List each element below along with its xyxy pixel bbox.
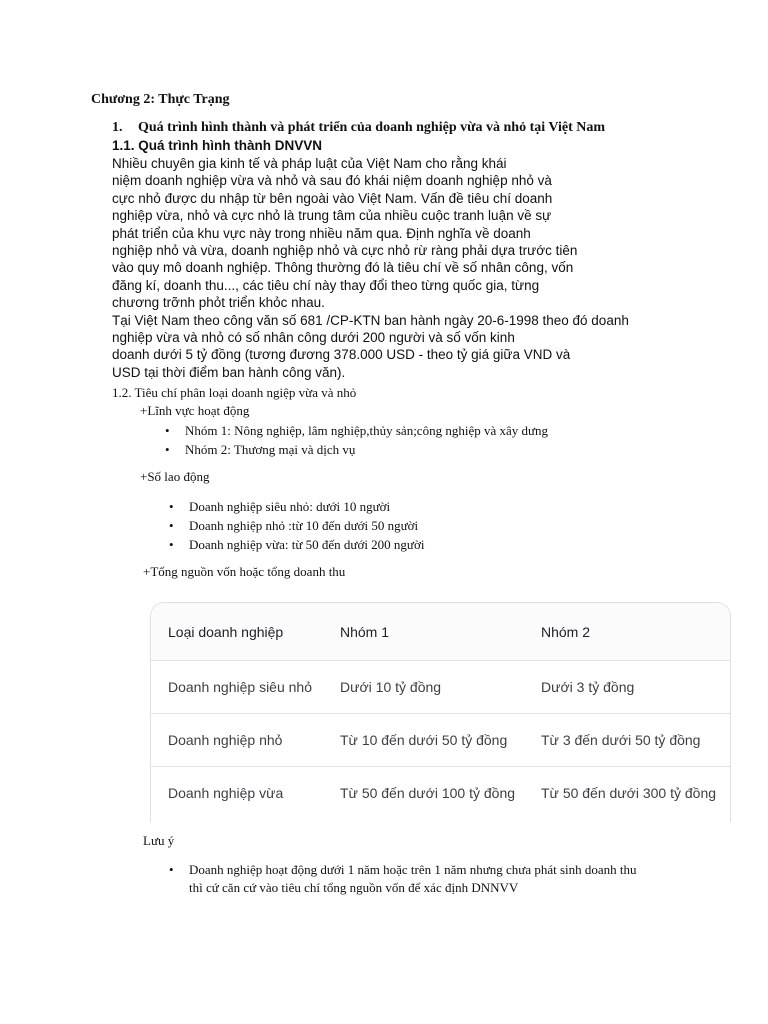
list-item: • Doanh nghiệp siêu nhỏ: dưới 10 người xyxy=(163,497,424,516)
table-cell: Từ 50 đến dưới 100 tỷ đồng xyxy=(340,785,516,801)
paragraph-line: đăng kí, doanh thu..., các tiêu chí này thay đổi theo từng quốc gia, từng xyxy=(112,277,540,293)
table-row xyxy=(151,713,730,766)
section-1-2-heading: 1.2. Tiêu chí phân loại doanh ngiệp vừa và nhỏ xyxy=(112,385,357,400)
paragraph-line: nghiệp vừa, nhỏ và cực nhỏ là trung tâm của nhiều cuộc tranh luận về sự xyxy=(112,208,552,224)
note-list xyxy=(163,861,637,897)
table-cell: Dưới 10 tỷ đồng xyxy=(340,679,442,695)
list-item: • Nhóm 2: Thương mại và dịch vụ xyxy=(159,440,548,459)
paragraph-line: nghiệp nhỏ và vừa, doanh nghiệp nhỏ và cực nhỏ rừ ràng phải dựa trước tiên xyxy=(112,243,578,259)
table-cell: Từ 10 đến dưới 50 tỷ đồng xyxy=(340,732,508,748)
table-cell: Doanh nghiệp vừa xyxy=(168,785,284,801)
list-item: • Doanh nghiệp vừa: từ 50 đến dưới 200 người xyxy=(163,535,424,554)
field-criteria-label: +Lĩnh vực hoạt động xyxy=(140,403,250,418)
table-header-row xyxy=(151,603,730,660)
paragraph-line: niệm doanh nghiệp vừa và nhỏ và sau đó khái niệm doanh nghiệp nhỏ và xyxy=(112,173,552,189)
paragraph-line: nghiệp vừa và nhỏ có số nhân công dưới 200 người và số vốn kinh xyxy=(112,330,515,346)
table-cell: Doanh nghiệp siêu nhỏ xyxy=(168,679,313,695)
table-header-cell: Loại doanh nghiệp xyxy=(168,623,284,640)
table-cell: Dưới 3 tỷ đồng xyxy=(541,679,635,695)
paragraph-line: doanh dưới 5 tỷ đồng (tương đương 378.000 USD - theo tỷ giá giữa VND và xyxy=(112,347,571,363)
paragraph-line: cực nhỏ được du nhập từ bên ngoài vào Việt Nam. Vấn đề tiêu chí doanh xyxy=(112,190,553,206)
note-line: thì cứ căn cứ vào tiêu chí tổng nguồn vốn để xác định DNNVV xyxy=(189,880,519,895)
paragraph-line: vào quy mô doanh nghiệp. Thông thường đó là tiêu chí về số nhân công, vốn xyxy=(112,260,574,276)
chapter-title: Chương 2: Thực Trạng xyxy=(91,92,230,107)
note-line: • Doanh nghiệp hoạt động dưới 1 năm hoặc trên 1 năm nhưng chưa phát sinh doanh thu xyxy=(189,862,637,877)
table-cell: Doanh nghiệp nhỏ xyxy=(168,732,283,748)
paragraph-line: Nhiều chuyên gia kinh tế và pháp luật của Việt Nam cho rằng khái xyxy=(112,156,507,171)
paragraph-line: phát triển của khu vực này trong nhiều năm qua. Định nghĩa về doanh xyxy=(112,225,531,241)
labor-criteria-label: +Số lao động xyxy=(140,469,210,484)
section-1-title: Quá trình hình thành và phát triển của doanh nghiệp vừa và nhỏ tại Việt Nam xyxy=(138,120,606,135)
list-item: • Nhóm 1: Nông nghiệp, lâm nghiệp,thủy sản;công nghiệp và xây dưng xyxy=(159,421,548,440)
paragraph-line: Tại Việt Nam theo công văn số 681 /CP-KTN ban hành ngày 20-6-1998 theo đó doanh xyxy=(112,312,629,328)
list-item: • Doanh nghiệp nhỏ :từ 10 đến dưới 50 người xyxy=(163,516,424,535)
table-row xyxy=(151,660,730,713)
table-header-cell: Nhóm 2 xyxy=(541,623,591,640)
note-label: Lưu ý xyxy=(143,833,175,848)
classification-table xyxy=(150,602,731,822)
section-1-number: 1. xyxy=(112,120,123,135)
section-1-1-heading: 1.1. Quá trình hình thành DNVVN xyxy=(112,138,323,153)
paragraph-line: USD tại thời điểm ban hành công văn). xyxy=(112,364,346,380)
body-paragraph xyxy=(112,155,672,381)
table-cell: Từ 50 đến dưới 300 tỷ đồng xyxy=(541,785,717,801)
labor-criteria-list xyxy=(163,497,424,554)
table-row xyxy=(151,766,730,819)
table-cell: Từ 3 đến dưới 50 tỷ đồng xyxy=(541,732,701,748)
paragraph-line: chương trỡnh phỏt triển khỏc nhau. xyxy=(112,295,325,311)
field-criteria-list xyxy=(159,421,548,459)
table-header-cell: Nhóm 1 xyxy=(340,623,390,640)
capital-criteria-label: +Tổng nguồn vốn hoặc tổng doanh thu xyxy=(143,564,346,579)
section-1-heading xyxy=(112,120,605,136)
list-item xyxy=(163,861,637,897)
